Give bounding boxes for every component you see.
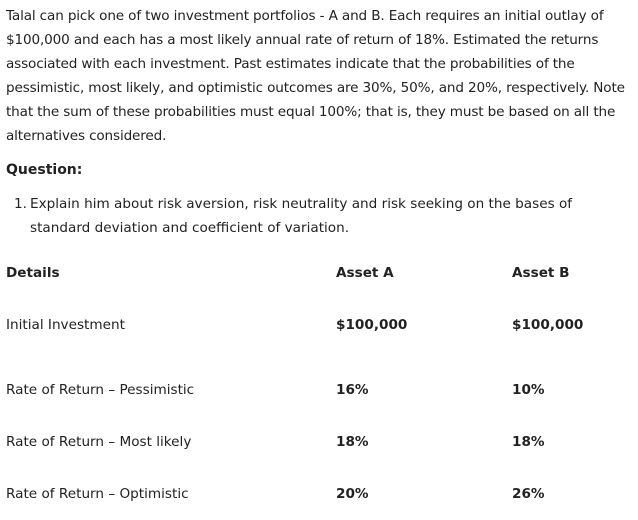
question-number: 1. (14, 196, 27, 212)
investment-details-table (0, 260, 638, 520)
question-text: Explain him about risk aversion, risk neutrality and risk seeking on the bases of standard deviation and coefficient of variation. (30, 196, 573, 236)
asset-a-value: 16% (336, 382, 369, 398)
row-label: Initial Investment (6, 317, 125, 333)
header-details: Details (6, 265, 60, 281)
table-row (0, 468, 638, 520)
question-heading: Question: (6, 162, 83, 178)
table-header-row (0, 260, 638, 286)
asset-b-value: 18% (512, 434, 545, 450)
row-label: Rate of Return – Optimistic (6, 486, 189, 502)
table-row (0, 286, 638, 364)
row-label: Rate of Return – Pessimistic (6, 382, 195, 398)
question-list (14, 192, 614, 240)
table-row (0, 416, 638, 468)
row-label: Rate of Return – Most likely (6, 434, 192, 450)
question-item (14, 192, 614, 240)
asset-a-value: 18% (336, 434, 369, 450)
asset-b-value: 26% (512, 486, 545, 502)
table-row (0, 364, 638, 416)
header-asset-b: Asset B (512, 265, 570, 281)
intro-paragraph: Talal can pick one of two investment portfolios - A and B. Each requires an initial outlay of $100,000 and each has a most likely annual rate of return of 18%. Estimated the returns associated with each investment. Past estimates indicate that the probabilities of the pessimistic, most likely, and optimistic outcomes are 30%, 50%, and 20%, respectively. Note that the sum of these probabilities must equal 100%; that is, they must be based on all the alternatives considered. (6, 8, 625, 144)
asset-b-value: $100,000 (512, 317, 584, 333)
asset-a-value: 20% (336, 486, 369, 502)
asset-a-value: $100,000 (336, 317, 408, 333)
header-asset-a: Asset A (336, 265, 394, 281)
asset-b-value: 10% (512, 382, 545, 398)
